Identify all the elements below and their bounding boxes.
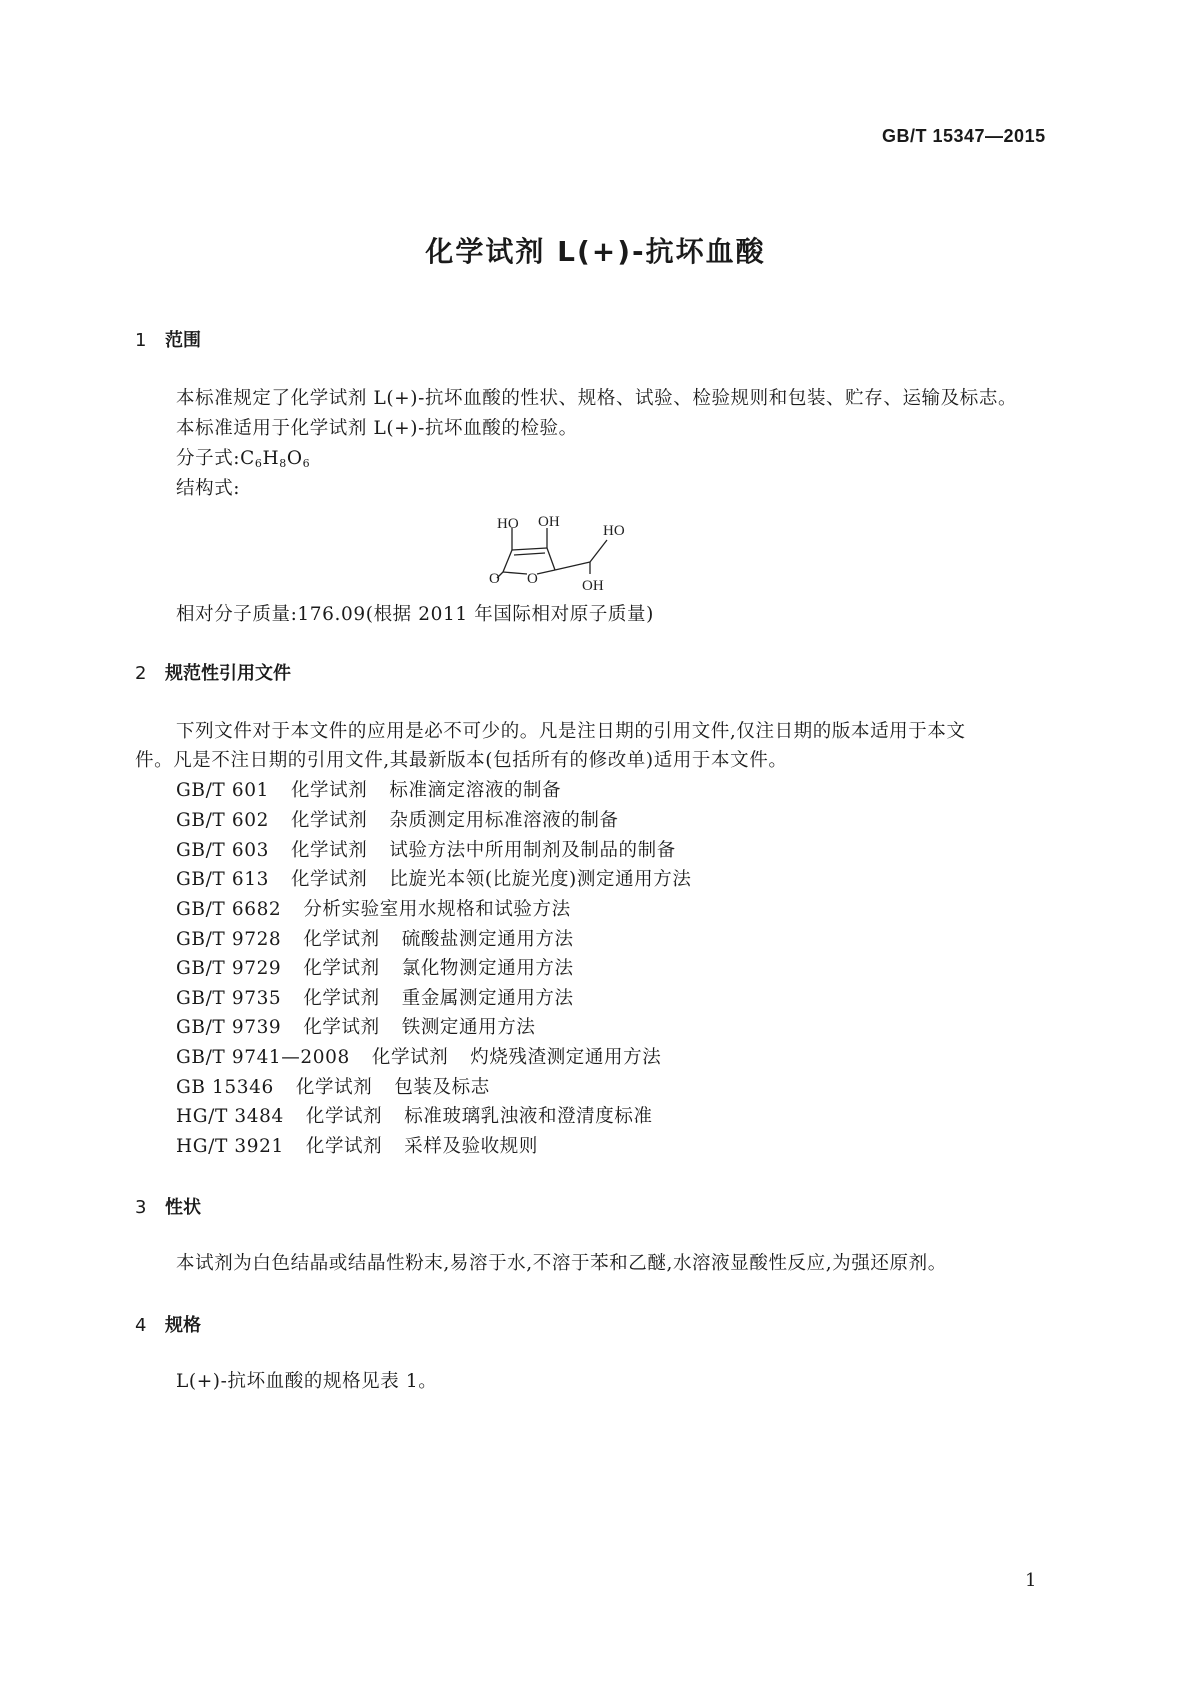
section-number: 3 xyxy=(135,1197,147,1218)
reference-name: 杂质测定用标准溶液的制备 xyxy=(389,810,619,831)
standard-code: GB/T 15347—2015 xyxy=(882,126,1046,146)
document-title: 化学试剂 L(+)-抗坏血酸 xyxy=(425,235,766,268)
properties-paragraph: 本试剂为白色结晶或结晶性粉末,易溶于水,不溶于苯和乙醚,水溶液显酸性反应,为强还原剂。 xyxy=(176,1253,947,1274)
reference-name: 比旋光本领(比旋光度)测定通用方法 xyxy=(389,869,692,890)
reference-item xyxy=(176,1102,675,1128)
bond-c2-c1 xyxy=(547,548,555,570)
section-heading-properties xyxy=(135,1193,201,1219)
specification-paragraph: L(+)-抗坏血酸的规格见表 1。 xyxy=(176,1371,438,1392)
reference-code: HG/T 3921 xyxy=(176,1136,284,1157)
reference-name: 标准滴定溶液的制备 xyxy=(389,780,562,801)
reference-name: 试验方法中所用制剂及制品的制备 xyxy=(389,840,676,861)
reference-code: GB 15346 xyxy=(176,1077,274,1098)
relative-molecular-mass: 相对分子质量:176.09(根据 2011 年国际相对原子质量) xyxy=(176,604,654,625)
reference-code: GB/T 602 xyxy=(176,810,269,831)
reference-code: GB/T 613 xyxy=(176,869,269,890)
bond-c3-c4 xyxy=(503,550,512,572)
section-number: 4 xyxy=(135,1315,147,1336)
reference-name: 包装及标志 xyxy=(394,1077,490,1098)
reference-category: 化学试剂 xyxy=(290,780,368,801)
reference-category: 化学试剂 xyxy=(290,810,368,831)
section-heading-scope xyxy=(135,326,201,352)
formula-oxygen: O xyxy=(286,448,303,469)
reference-category: 化学试剂 xyxy=(305,1136,383,1157)
reference-item xyxy=(176,1132,560,1158)
formula-oxygen-count: 6 xyxy=(302,457,311,470)
reference-name: 硫酸盐测定通用方法 xyxy=(401,929,574,950)
label-oh-bottom: OH xyxy=(582,578,604,594)
reference-item xyxy=(176,984,596,1010)
formula-hydrogen-count: 8 xyxy=(279,457,287,470)
bond-c4-o-ring xyxy=(503,572,527,574)
label-o-carbonyl: O xyxy=(489,571,500,587)
section-number: 2 xyxy=(135,663,147,684)
formula-carbon: C xyxy=(240,448,255,469)
reference-code: GB/T 9739 xyxy=(176,1017,282,1038)
section-heading-specification xyxy=(135,1311,201,1337)
label-ho-right: HO xyxy=(603,523,625,539)
reference-name: 分析实验室用水规格和试验方法 xyxy=(303,899,571,920)
reference-category: 化学试剂 xyxy=(371,1047,449,1068)
section-heading-normative-references xyxy=(135,659,291,685)
bond-c5-c6 xyxy=(590,540,607,562)
structure-label: 结构式: xyxy=(176,478,241,499)
reference-name: 重金属测定通用方法 xyxy=(401,988,574,1009)
reference-item xyxy=(176,954,596,980)
bond-c2-c3 xyxy=(512,548,547,550)
section-title: 性状 xyxy=(165,1197,201,1218)
reference-category: 化学试剂 xyxy=(295,1077,373,1098)
reference-name: 采样及验收规则 xyxy=(404,1136,538,1157)
reference-category: 化学试剂 xyxy=(290,869,368,890)
reference-code: HG/T 3484 xyxy=(176,1106,284,1127)
reference-category: 化学试剂 xyxy=(305,1106,383,1127)
reference-name: 灼烧残渣测定通用方法 xyxy=(470,1047,662,1068)
reference-category: 化学试剂 xyxy=(303,958,380,979)
reference-category: 化学试剂 xyxy=(303,1017,380,1038)
references-intro-line-2: 件。凡是不注日期的引用文件,其最新版本(包括所有的修改单)适用于本文件。 xyxy=(135,750,788,771)
reference-name: 标准玻璃乳浊液和澄清度标准 xyxy=(404,1106,653,1127)
reference-name: 氯化物测定通用方法 xyxy=(401,958,574,979)
structural-formula xyxy=(489,514,645,596)
bond-c1-c5 xyxy=(555,562,590,570)
bond-c1-o-ring xyxy=(537,570,555,574)
references-intro-line-1: 下列文件对于本文件的应用是必不可少的。凡是注日期的引用文件,仅注日期的版本适用于本文 xyxy=(176,721,966,742)
section-number: 1 xyxy=(135,330,147,351)
bond-c2-c3-double xyxy=(514,553,545,555)
reference-item xyxy=(176,806,641,832)
scope-paragraph-1: 本标准规定了化学试剂 L(+)-抗坏血酸的性状、规格、试验、检验规则和包装、贮存、运输及标志。 xyxy=(176,388,1018,409)
formula-hydrogen: H xyxy=(262,448,280,469)
reference-item xyxy=(176,1013,557,1039)
molecular-formula xyxy=(176,444,310,470)
reference-category: 化学试剂 xyxy=(290,840,368,861)
reference-code: GB/T 9728 xyxy=(176,929,282,950)
label-o-ring: O xyxy=(527,571,538,587)
reference-item xyxy=(176,776,583,802)
formula-label: 分子式: xyxy=(176,448,241,469)
scope-paragraph-2: 本标准适用于化学试剂 L(+)-抗坏血酸的检验。 xyxy=(176,418,578,439)
reference-item xyxy=(176,836,698,862)
reference-item xyxy=(176,895,593,921)
label-oh-top: OH xyxy=(538,514,560,530)
section-title: 规范性引用文件 xyxy=(165,663,291,684)
reference-name: 铁测定通用方法 xyxy=(401,1017,536,1038)
reference-item xyxy=(176,1073,512,1099)
reference-code: GB/T 9729 xyxy=(176,958,282,979)
section-title: 规格 xyxy=(165,1315,201,1336)
label-ho-left: HO xyxy=(497,516,519,532)
reference-code: GB/T 601 xyxy=(176,780,269,801)
reference-item xyxy=(176,925,596,951)
reference-code: GB/T 603 xyxy=(176,840,269,861)
reference-category: 化学试剂 xyxy=(303,988,380,1009)
reference-code: GB/T 6682 xyxy=(176,899,282,920)
reference-item xyxy=(176,1043,683,1069)
reference-code: GB/T 9741—2008 xyxy=(176,1047,350,1068)
section-title: 范围 xyxy=(165,330,201,351)
reference-code: GB/T 9735 xyxy=(176,988,282,1009)
page-number: 1 xyxy=(1025,1570,1037,1591)
formula-carbon-count: 6 xyxy=(254,457,263,470)
reference-item xyxy=(176,865,713,891)
reference-category: 化学试剂 xyxy=(303,929,380,950)
